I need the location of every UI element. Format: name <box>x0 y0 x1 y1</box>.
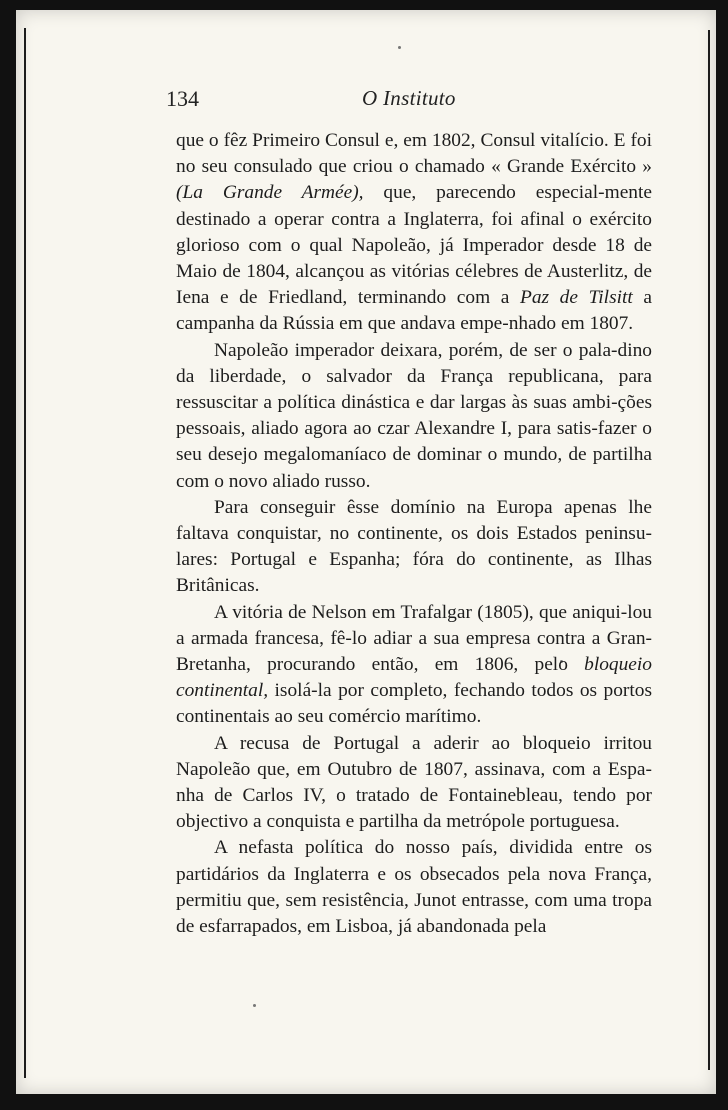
text-segment: que, parecendo especial-mente destinado a operar contra a Inglaterra, foi afinal o exército glorioso com o qual Napoleão, já Imperador desde 18 de Maio de 1804, alcançou as vitórias célebres de Austerlitz, de Iena e de Friedland, terminando com a <box>176 182 652 309</box>
italic-segment: (La Grande Armée), <box>176 182 364 204</box>
text-segment: a campanha da Rússia em que andava empe-nhado em 1807. <box>176 287 652 335</box>
paragraph <box>176 835 652 940</box>
text-segment: que o fêz Primeiro Consul e, em 1802, Consul vitalício. E foi no seu consulado que criou o chamado « Grande Exército » <box>176 130 652 178</box>
paragraph <box>176 338 652 495</box>
paragraph <box>176 731 652 836</box>
text-segment: A nefasta política do nosso país, dividida entre os partidários da Inglaterra e os obsecados pela nova França, permitiu que, sem resistência, Junot entrasse, com uma tropa de esfarrapados, em Lisboa, já abandonada pela <box>176 837 652 938</box>
paper-speck <box>253 1004 256 1007</box>
paragraph <box>176 495 652 600</box>
text-segment: Napoleão imperador deixara, porém, de ser o pala-dino da liberdade, o salvador da França republicana, para ressuscitar a política dinástica e dar largas às suas ambi-ções pessoais, aliado agora ao czar Alexandre I, para satis-fazer o seu desejo megalomaníaco de dominar o mundo, de partilha com o novo aliado russo. <box>176 339 652 492</box>
text-segment: Para conseguir êsse domínio na Europa apenas lhe faltava conquistar, no continente, os dois Estados peninsu-lares: Portugal e Espanha; fóra do continente, as Ilhas Britânicas. <box>176 496 652 597</box>
italic-segment: bloqueio continental, <box>176 654 652 702</box>
book-page <box>16 10 716 1094</box>
scan-edge-left <box>24 28 26 1078</box>
body-text <box>176 128 652 940</box>
paragraph <box>176 600 652 731</box>
text-segment: A recusa de Portugal a aderir ao bloqueio irritou Napoleão que, em Outubro de 1807, assinava, com a Espa-nha de Carlos IV, o tratado de Fontainebleau, tendo por objectivo a conquista e partilha da metrópole portuguesa. <box>176 732 652 833</box>
scan-edge-right <box>708 30 710 1070</box>
running-title: O Instituto <box>362 86 456 110</box>
text-segment: A vitória de Nelson em Trafalgar (1805), que aniqui-lou a armada francesa, fê-lo adiar a sua empresa contra a Gran-Bretanha, procurando então, em 1806, pelo <box>176 601 652 676</box>
text-segment: isolá-la por completo, fechando todos os portos continentais ao seu comércio marítimo. <box>176 680 652 728</box>
page-header <box>166 86 656 114</box>
paper-speck <box>398 46 401 49</box>
paragraph <box>176 128 652 338</box>
page-number: 134 <box>166 86 199 111</box>
italic-segment: Paz de Tilsitt <box>519 287 633 309</box>
